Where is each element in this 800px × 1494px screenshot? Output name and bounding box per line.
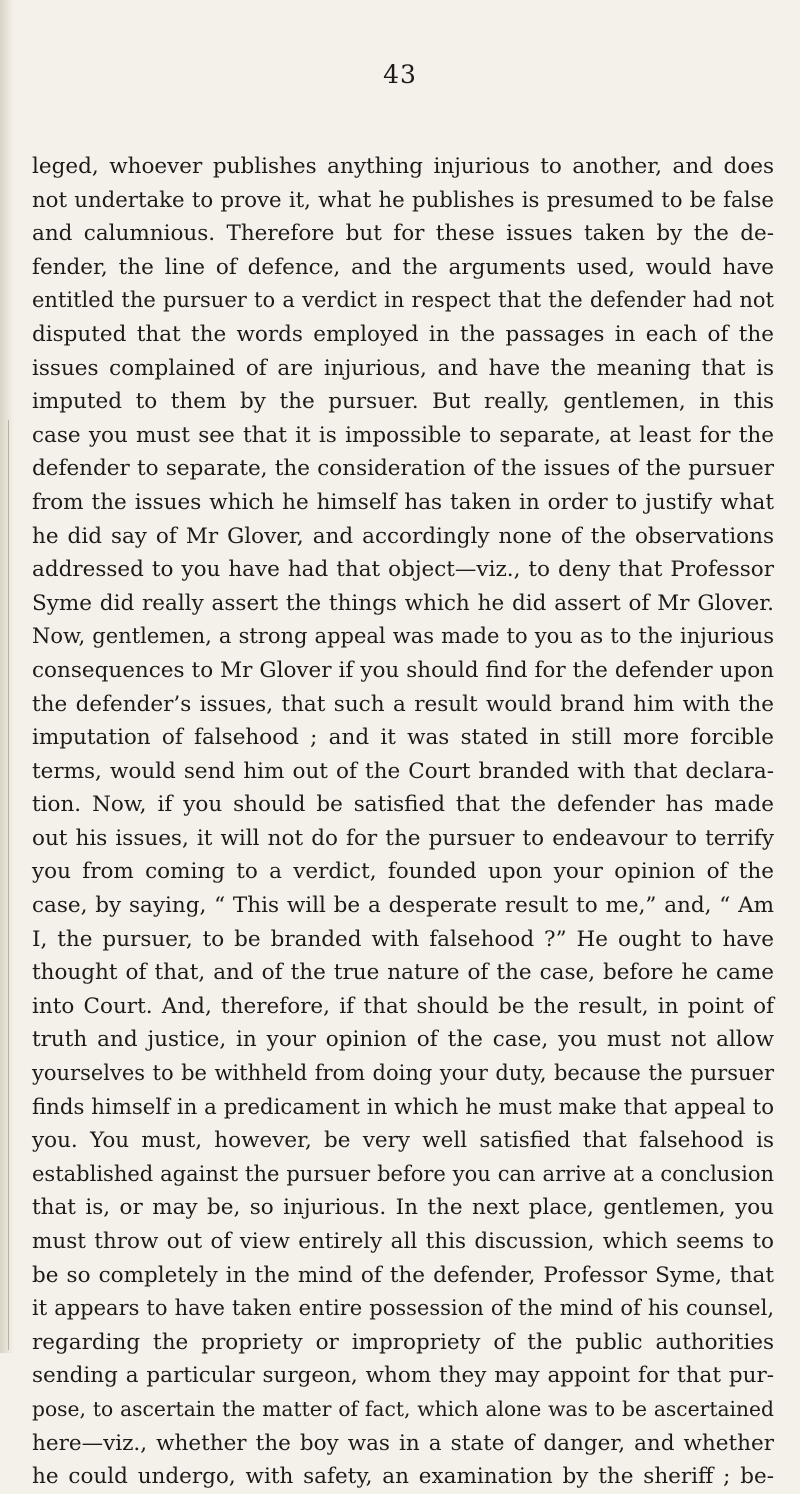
text-line: and calumnious. Therefore but for these issues taken by the de- — [32, 221, 774, 247]
text-line: consequences to Mr Glover if you should find for the defender upon — [32, 657, 774, 683]
text-line: sending a particular surgeon, whom they may appoint for that pur- — [32, 1363, 774, 1389]
text-line: out his issues, it will not do for the pursuer to endeavour to terrify — [32, 825, 774, 851]
text-line: pose, to ascertain the matter of fact, which alone was to be ascertained — [32, 1396, 774, 1421]
text-line: disputed that the words employed in the passages in each of the — [32, 321, 774, 347]
text-line: leged, whoever publishes anything injurious to another, and does — [32, 154, 774, 179]
text-line: Now, gentlemen, a strong appeal was made to you as to the injurious — [32, 624, 774, 649]
text-line: be so completely in the mind of the defender, Professor Syme, that — [32, 1262, 774, 1288]
text-line: imputation of falsehood ; and it was stated in still more forcible — [32, 725, 774, 751]
text-line: issues complained of are injurious, and have the meaning that is — [32, 355, 774, 381]
text-line: here—viz., whether the boy was in a state of danger, and whether — [32, 1430, 774, 1456]
text-line: finds himself in a predicament in which he must make that appeal to — [32, 1094, 774, 1120]
text-line: case you must see that it is impossible to separate, at least for the — [32, 422, 774, 448]
text-line: he could undergo, with safety, an examination by the sheriff ; be- — [32, 1464, 774, 1490]
text-line: you from coming to a verdict, founded upon your opinion of the — [32, 859, 774, 885]
text-line: terms, would send him out of the Court branded with that declara- — [32, 758, 774, 784]
body-text — [32, 150, 774, 1494]
text-line: he did say of Mr Glover, and accordingly none of the observations — [32, 523, 774, 549]
text-line: that is, or may be, so injurious. In the next place, gentlemen, you — [32, 1195, 774, 1221]
page-gutter — [0, 0, 14, 1353]
text-line: entitled the pursuer to a verdict in respect that the defender had not — [32, 288, 774, 313]
text-line: into Court. And, therefore, if that should be the result, in point of — [32, 993, 774, 1019]
text-line: not undertake to prove it, what he publishes is presumed to be false — [32, 187, 774, 213]
text-line: fender, the line of defence, and the arguments used, would have — [32, 254, 774, 280]
text-line: established against the pursuer before you can arrive at a conclusion — [32, 1161, 774, 1186]
page-number: 43 — [383, 60, 417, 89]
text-line: from the issues which he himself has taken in order to justify what — [32, 489, 774, 515]
text-line: truth and justice, in your opinion of the case, you must not allow — [32, 1027, 774, 1053]
text-line: case, by saying, “ This will be a desperate result to me,” and, “ Am — [32, 893, 774, 919]
text-line: tion. Now, if you should be satisfied that the defender has made — [32, 792, 774, 818]
text-line: you. You must, however, be very well satisfied that falsehood is — [32, 1128, 774, 1154]
text-line: imputed to them by the pursuer. But really, gentlemen, in this — [32, 389, 774, 415]
text-line: it appears to have taken entire possession of the mind of his counsel, — [32, 1296, 774, 1321]
text-line: the defender’s issues, that such a result would brand him with the — [32, 691, 774, 717]
text-line: must throw out of view entirely all this discussion, which seems to — [32, 1229, 774, 1254]
gutter-edge-line — [8, 420, 9, 1350]
text-line: addressed to you have had that object—viz., to deny that Professor — [32, 557, 774, 583]
text-line: I, the pursuer, to be branded with falsehood ?” He ought to have — [32, 926, 774, 952]
text-line: thought of that, and of the true nature of the case, before he came — [32, 960, 774, 986]
text-line: Syme did really assert the things which he did assert of Mr Glover. — [32, 590, 774, 616]
text-line: regarding the propriety or impropriety of the public authorities — [32, 1329, 774, 1355]
text-line: defender to separate, the consideration of the issues of the pursuer — [32, 456, 774, 482]
text-line: yourselves to be withheld from doing your duty, because the pursuer — [32, 1061, 774, 1086]
